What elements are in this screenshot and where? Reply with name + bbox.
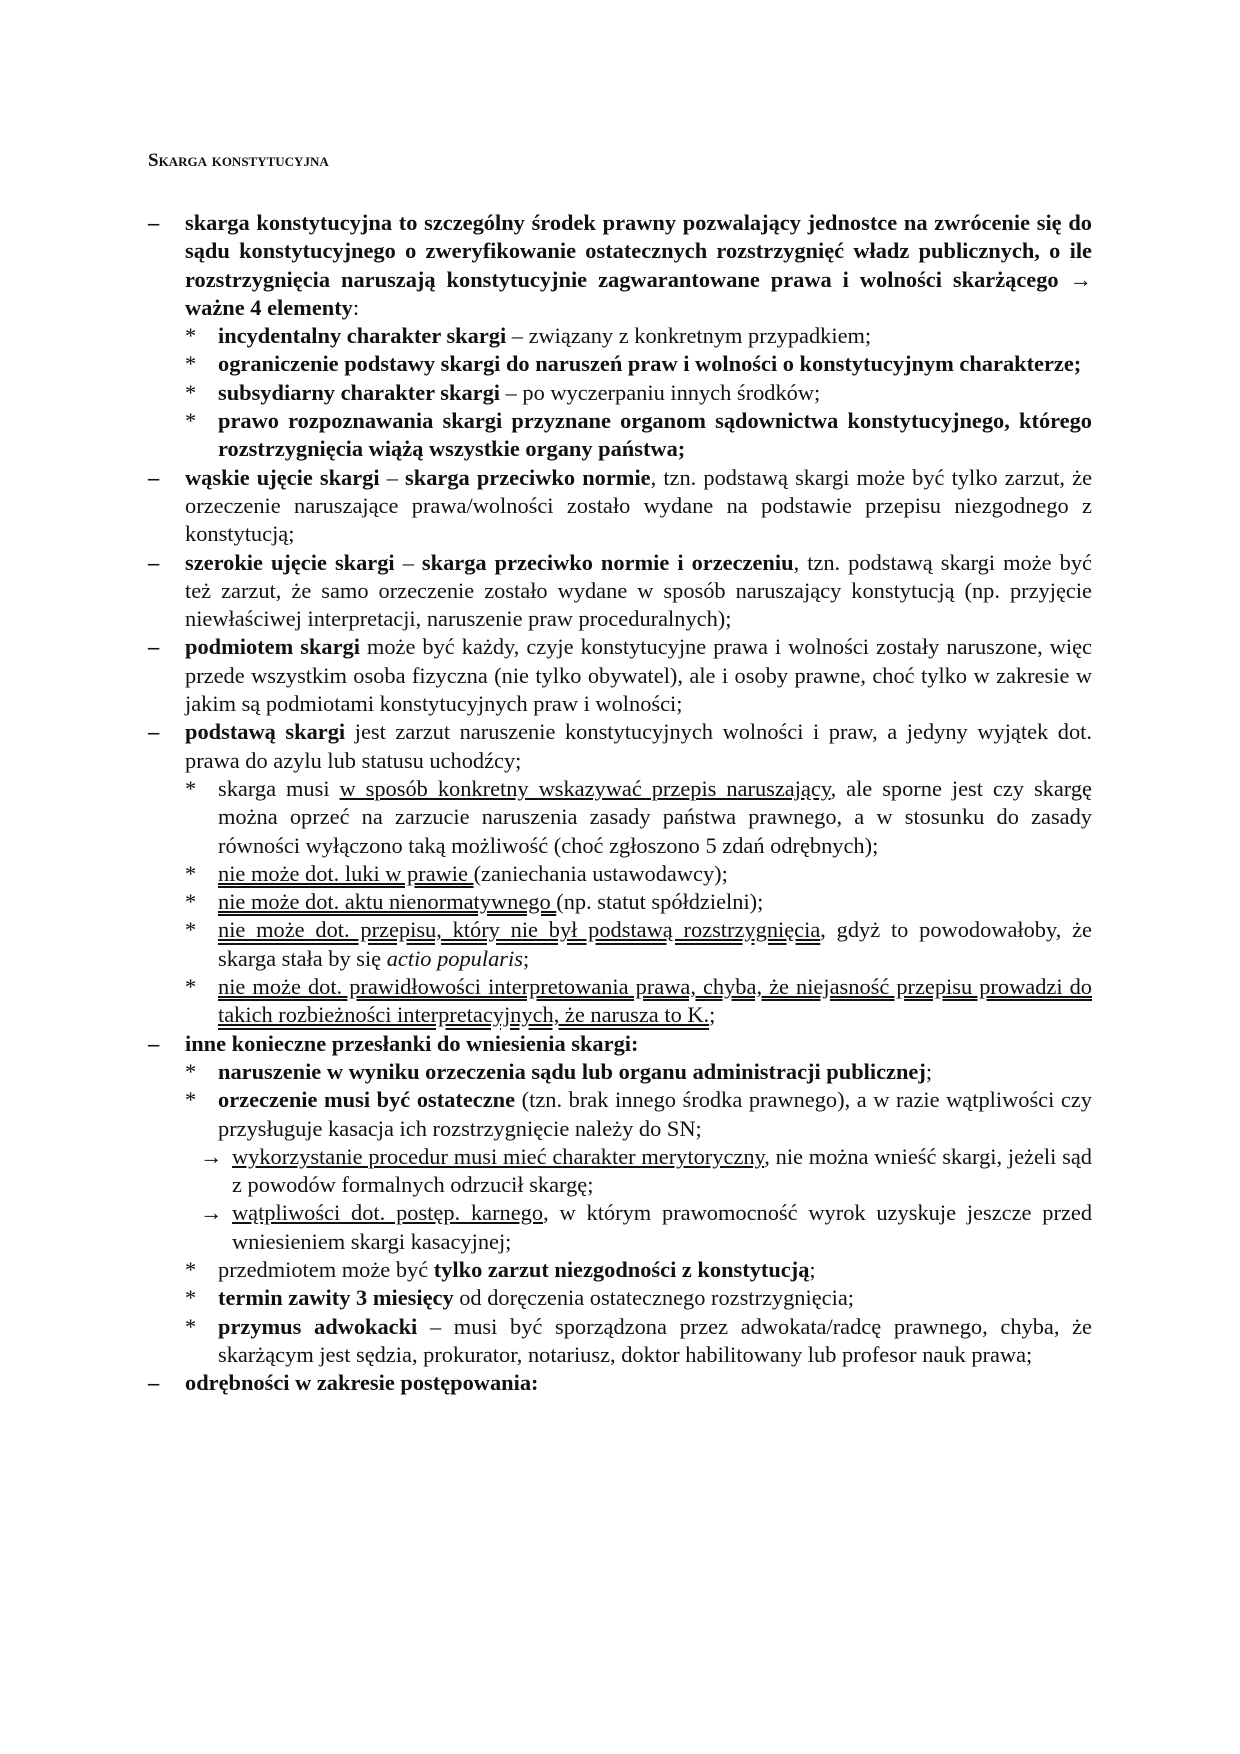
italic-text: actio popularis <box>386 945 523 971</box>
list-item <box>148 860 1092 888</box>
bold-text: odrębności w zakresie postępowania: <box>185 1370 539 1396</box>
list-item <box>148 209 1092 322</box>
text: przedmiotem może być <box>218 1256 434 1282</box>
list-item <box>148 407 1092 464</box>
bold-text: inne konieczne przesłanki do wniesienia skargi: <box>185 1030 639 1056</box>
list-item <box>148 1199 1092 1256</box>
asterisk-bullet-icon: * <box>185 351 197 377</box>
text: , gdyż to powodowałoby, że skarga stała by się <box>218 917 1092 971</box>
list-item <box>148 916 1092 973</box>
bold-text: termin zawity 3 miesięcy <box>218 1285 454 1311</box>
text: , tzn. podstawą skargi może być też zarzut, że samo orzeczenie zostało wydane w sposób naruszający konstytucją (np. przyjęcie niewłaściwej interpretacji, naruszenie praw proceduralnych); <box>185 549 1092 632</box>
list-item <box>148 322 1092 350</box>
list-item <box>148 1030 1092 1058</box>
list-item <box>148 888 1092 916</box>
list-item <box>148 775 1092 860</box>
text: ; <box>522 945 530 971</box>
text: : <box>352 294 360 320</box>
text: skarga musi <box>218 775 340 801</box>
bold-text: orzeczenie musi być ostateczne <box>218 1087 516 1113</box>
arrow-bullet-icon: → <box>200 1143 223 1169</box>
underlined-text: nie może dot. luki w prawie <box>218 860 474 886</box>
asterisk-bullet-icon: * <box>185 1058 197 1084</box>
asterisk-bullet-icon: * <box>185 1285 197 1311</box>
asterisk-bullet-icon: * <box>185 974 197 1000</box>
bold-text: przymus adwokacki <box>218 1313 418 1339</box>
bold-text: skarga konstytucyjna to szczególny środek prawny pozwalający jednostce na zwrócenie się do sądu konstytucyjnego o zweryfikowanie ostatecznych rozstrzygnięć władz publicznych, o ile rozstrzygnięcia naruszają konstytucyjnie zagwarantowane prawa i wolności skarżącego → ważne 4 elementy <box>185 210 1092 320</box>
text: – po wyczerpaniu innych środków; <box>500 379 821 405</box>
list-item <box>148 633 1092 718</box>
bold-text: naruszenie w wyniku orzeczenia sądu lub organu administracji publicznej <box>218 1058 926 1084</box>
underlined-text: wykorzystanie procedur musi mieć charakter merytoryczny <box>232 1143 765 1169</box>
asterisk-bullet-icon: * <box>185 379 197 405</box>
text: , ale sporne jest czy skargę można oprzeć na zarzucie naruszenia zasady państwa prawnego, a w stosunku do zasady równości wyłączono taką możliwość (choć zgłoszono 5 zdań odrębnych); <box>218 775 1092 858</box>
dash-bullet-icon: – <box>148 549 160 575</box>
text: , nie można wnieść skargi, jeżeli sąd z powodów formalnych odrzucił skargę; <box>232 1143 1092 1198</box>
asterisk-bullet-icon: * <box>185 860 197 886</box>
text: (np. statut spółdzielni); <box>556 889 764 915</box>
dash-bullet-icon: – <box>148 210 160 235</box>
bold-text: podmiotem skargi <box>185 634 360 660</box>
text: ; <box>925 1058 933 1084</box>
dash-bullet-icon: – <box>148 719 160 745</box>
list-item <box>148 1058 1092 1086</box>
dash-bullet-icon: – <box>148 1030 160 1056</box>
text: ; <box>709 1002 716 1028</box>
list-item <box>148 718 1092 775</box>
list-item <box>148 1143 1092 1200</box>
asterisk-bullet-icon: * <box>185 1087 197 1113</box>
text: – <box>379 464 406 490</box>
underlined-text: nie może dot. aktu nienormatywnego <box>218 889 557 915</box>
dash-bullet-icon: – <box>148 1370 160 1396</box>
bold-text: incydentalny charakter skargi <box>218 323 507 349</box>
underlined-text: nie może dot. przepisu, który nie był podstawą rozstrzygnięcia <box>218 917 821 943</box>
list-item <box>148 1086 1092 1143</box>
text: – związany z konkretnym przypadkiem; <box>506 323 872 349</box>
bold-text: szerokie ujęcie skargi <box>185 549 395 575</box>
bold-text: prawo rozpoznawania skargi przyznane organom sądownictwa konstytucyjnego, którego rozstrzygnięcia wiążą wszystkie organy państwa; <box>218 408 1092 462</box>
underlined-text: nie może dot. prawidłowości interpretowania prawa, chyba, że niejasność przepisu prowadzi do takich rozbieżności interpretacyjnych, że narusza to K. <box>218 974 1092 1028</box>
text: (zaniechania ustawodawcy); <box>473 860 728 886</box>
list-item <box>148 1369 1092 1397</box>
list-item <box>148 1313 1092 1370</box>
asterisk-bullet-icon: * <box>185 1256 197 1282</box>
list-item <box>148 350 1092 378</box>
list-item <box>148 973 1092 1030</box>
list-item <box>148 1256 1092 1284</box>
list-item <box>148 549 1092 634</box>
text: – <box>394 549 422 575</box>
underlined-text: wątpliwości dot. postęp. karnego <box>232 1200 544 1226</box>
asterisk-bullet-icon: * <box>185 917 197 943</box>
bold-text: ograniczenie podstawy skargi do naruszeń praw i wolności o konstytucyjnym charakterze; <box>218 351 1082 377</box>
text: (tzn. brak innego środka prawnego), a w razie wątpliwości czy przysługuje kasacja ich rozstrzygnięcie należy do SN; <box>218 1087 1093 1141</box>
text: , w którym prawomocność wyrok uzyskuje jeszcze przed wniesieniem skargi kasacyjnej; <box>232 1200 1093 1254</box>
underlined-text: w sposób konkretny wskazywać przepis naruszający <box>339 775 831 801</box>
text: może być każdy, czyje konstytucyjne prawa i wolności zostały naruszone, więc przede wszystkim osoba fizyczna (nie tylko obywatel), ale i osoby prawne, choć tylko w zakresie w jakim są podmiotami konstytucyjnych praw i wolności; <box>185 634 1092 717</box>
text: – musi być sporządzona przez adwokata/radcę prawnego, chyba, że skarżącym jest sędzia, prokurator, notariusz, doktor habilitowany lub profesor nauk prawa; <box>218 1313 1092 1367</box>
list-item <box>148 464 1092 549</box>
bold-text: wąskie ujęcie skargi <box>185 464 380 490</box>
asterisk-bullet-icon: * <box>185 1313 197 1339</box>
bold-text: podstawą skargi <box>185 719 346 745</box>
asterisk-bullet-icon: * <box>185 408 197 434</box>
list-item <box>148 379 1092 407</box>
dash-bullet-icon: – <box>148 464 160 490</box>
bold-text: skarga przeciwko normie i orzeczeniu <box>421 549 794 575</box>
bold-text: skarga przeciwko normie <box>405 464 651 490</box>
text: od doręczenia ostatecznego rozstrzygnięcia; <box>453 1285 854 1311</box>
page-title: Skarga konstytucyjna <box>148 150 329 171</box>
text: ; <box>809 1256 816 1282</box>
dash-bullet-icon: – <box>148 634 160 660</box>
bold-text: tylko zarzut niezgodności z konstytucją <box>433 1256 810 1282</box>
asterisk-bullet-icon: * <box>185 323 197 349</box>
bold-text: subsydiarny charakter skargi <box>218 379 500 405</box>
list-item <box>148 1284 1092 1312</box>
text: , tzn. podstawą skargi może być tylko zarzut, że orzeczenie naruszające prawa/wolności zostało wydane na podstawie przepisu niezgodnego z konstytucją; <box>185 464 1093 547</box>
text: jest zarzut naruszenie konstytucyjnych wolności i praw, a jedyny wyjątek dot. prawa do azylu lub statusu uchodźcy; <box>185 719 1092 773</box>
document-body <box>148 209 1092 1397</box>
asterisk-bullet-icon: * <box>185 775 197 801</box>
asterisk-bullet-icon: * <box>185 889 197 915</box>
arrow-bullet-icon: → <box>200 1200 223 1226</box>
